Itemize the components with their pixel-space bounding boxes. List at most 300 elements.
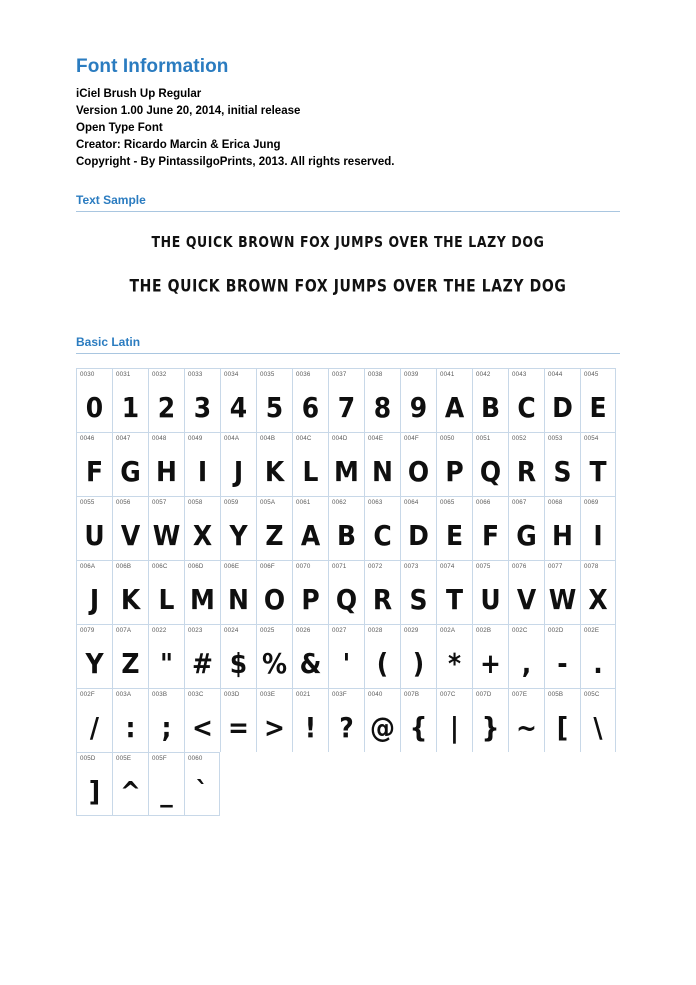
font-metadata: [76, 86, 620, 171]
glyph-cell[interactable]: [76, 432, 112, 496]
glyph-cell[interactable]: [472, 560, 508, 624]
glyph-code: 0040: [368, 691, 383, 698]
glyph-cell[interactable]: [148, 496, 184, 560]
glyph-code: 0070: [296, 563, 311, 570]
glyph-char: _: [160, 775, 173, 808]
glyph-char: L: [302, 455, 319, 488]
glyph-cell[interactable]: [544, 368, 580, 432]
glyph-cell[interactable]: [328, 432, 364, 496]
glyph-cell[interactable]: [580, 368, 616, 432]
glyph-cell[interactable]: [400, 432, 436, 496]
glyph-cell[interactable]: [508, 560, 544, 624]
font-type: Open Type Font: [76, 122, 163, 134]
glyph-char: 2: [157, 391, 176, 424]
glyph-cell[interactable]: [472, 496, 508, 560]
glyph-cell[interactable]: [580, 688, 616, 752]
glyph-char: Y: [229, 519, 248, 552]
glyph-char: Z: [265, 519, 284, 552]
glyph-code: 006E: [224, 563, 240, 570]
glyph-code: 0065: [440, 499, 455, 506]
glyph-cell[interactable]: [400, 368, 436, 432]
glyph-cell[interactable]: [112, 752, 148, 816]
glyph-char: ,: [521, 647, 532, 680]
glyph-char: K: [120, 583, 141, 616]
glyph-char: I: [593, 519, 603, 552]
glyph-code: 004C: [296, 435, 312, 442]
glyph-cell[interactable]: [256, 688, 292, 752]
glyph-code: 007D: [476, 691, 492, 698]
glyph-char: H: [156, 455, 177, 488]
glyph-cell[interactable]: [328, 688, 364, 752]
glyph-row: [76, 560, 616, 624]
glyph-char: ?: [339, 711, 354, 744]
glyph-code: 0029: [404, 627, 419, 634]
glyph-char: A: [300, 519, 321, 552]
glyph-code: 0072: [368, 563, 383, 570]
glyph-cell[interactable]: [292, 368, 328, 432]
glyph-char: N: [228, 583, 249, 616]
text-sample-line-1: THE QUICK BROWN FOX JUMPS OVER THE LAZY DOG: [151, 232, 545, 251]
glyph-cell[interactable]: [400, 688, 436, 752]
glyph-cell[interactable]: [220, 368, 256, 432]
glyph-cell[interactable]: [508, 432, 544, 496]
glyph-char: Q: [335, 583, 358, 616]
glyph-cell[interactable]: [364, 560, 400, 624]
glyph-code: 006B: [116, 563, 132, 570]
glyph-char: 3: [193, 391, 212, 424]
glyph-char: A: [444, 391, 465, 424]
glyph-cell[interactable]: [220, 688, 256, 752]
glyph-char: $: [229, 647, 248, 680]
glyph-row: [76, 368, 616, 432]
glyph-char: ~: [516, 711, 537, 744]
glyph-code: 003C: [188, 691, 204, 698]
page-title: Font Information: [76, 56, 229, 77]
glyph-cell[interactable]: [292, 624, 328, 688]
glyph-char: F: [481, 519, 500, 552]
glyph-char: 6: [301, 391, 320, 424]
glyph-code: 0060: [188, 755, 203, 762]
glyph-code: 0039: [404, 371, 419, 378]
glyph-char: #: [192, 647, 213, 680]
glyph-cell[interactable]: [328, 368, 364, 432]
glyph-char: B: [480, 391, 501, 424]
glyph-cell[interactable]: [184, 688, 220, 752]
glyph-row: [76, 752, 616, 816]
glyph-cell[interactable]: [364, 432, 400, 496]
glyph-grid: [76, 368, 616, 816]
glyph-char: O: [263, 583, 286, 616]
glyph-char: -: [557, 647, 568, 680]
glyph-cell[interactable]: [544, 624, 580, 688]
text-sample-block: [76, 212, 620, 313]
glyph-code: 0076: [512, 563, 527, 570]
glyph-code: 0046: [80, 435, 95, 442]
glyph-cell[interactable]: [148, 432, 184, 496]
glyph-char: V: [516, 583, 537, 616]
glyph-cell[interactable]: [544, 432, 580, 496]
glyph-char: W: [548, 583, 577, 616]
text-sample-title: Text Sample: [76, 193, 620, 212]
glyph-char: S: [553, 455, 572, 488]
glyph-code: 004F: [404, 435, 419, 442]
glyph-cell[interactable]: [364, 368, 400, 432]
glyph-cell[interactable]: [148, 368, 184, 432]
basic-latin-section: [76, 335, 620, 816]
glyph-code: 002B: [476, 627, 492, 634]
glyph-char: 4: [229, 391, 248, 424]
glyph-cell[interactable]: [472, 624, 508, 688]
glyph-code: 0038: [368, 371, 383, 378]
glyph-cell[interactable]: [184, 752, 220, 816]
glyph-code: 0044: [548, 371, 563, 378]
glyph-code: 002F: [80, 691, 95, 698]
glyph-char: U: [84, 519, 105, 552]
glyph-code: 005C: [584, 691, 600, 698]
glyph-code: 0042: [476, 371, 491, 378]
glyph-cell[interactable]: [508, 688, 544, 752]
glyph-code: 0023: [188, 627, 203, 634]
glyph-code: 007C: [440, 691, 456, 698]
font-copyright: Copyright - By PintassilgoPrints, 2013. All rights reserved.: [76, 156, 395, 168]
glyph-char: ): [412, 647, 425, 680]
glyph-char: ^: [120, 775, 141, 808]
glyph-code: 0073: [404, 563, 419, 570]
glyph-code: 003A: [116, 691, 132, 698]
glyph-code: 007B: [404, 691, 420, 698]
glyph-cell[interactable]: [472, 688, 508, 752]
glyph-char: ]: [88, 775, 101, 808]
glyph-char: `: [195, 775, 209, 808]
glyph-code: 0051: [476, 435, 491, 442]
glyph-cell[interactable]: [76, 688, 112, 752]
glyph-cell[interactable]: [436, 432, 472, 496]
glyph-cell[interactable]: [400, 560, 436, 624]
glyph-cell[interactable]: [292, 496, 328, 560]
glyph-code: 0022: [152, 627, 167, 634]
glyph-code: 002E: [584, 627, 600, 634]
glyph-code: 0057: [152, 499, 167, 506]
glyph-cell[interactable]: [220, 432, 256, 496]
glyph-char: E: [445, 519, 464, 552]
glyph-cell[interactable]: [400, 624, 436, 688]
glyph-cell[interactable]: [148, 560, 184, 624]
text-sample-line-2: THE QUICK BROWN FOX JUMPS OVER THE LAZY DOG: [129, 277, 567, 297]
glyph-code: 0033: [188, 371, 203, 378]
glyph-code: 0074: [440, 563, 455, 570]
glyph-char: C: [517, 391, 536, 424]
glyph-char: ;: [161, 711, 172, 744]
glyph-char: ': [342, 647, 351, 680]
glyph-char: !: [304, 711, 317, 744]
glyph-cell[interactable]: [292, 688, 328, 752]
glyph-char: B: [336, 519, 357, 552]
glyph-char: P: [301, 583, 320, 616]
glyph-char: /: [89, 711, 100, 744]
font-version: Version 1.00 June 20, 2014, initial release: [76, 105, 301, 117]
glyph-cell[interactable]: [256, 432, 292, 496]
glyph-code: 0053: [548, 435, 563, 442]
glyph-cell[interactable]: [256, 368, 292, 432]
glyph-cell[interactable]: [112, 688, 148, 752]
glyph-cell[interactable]: [544, 496, 580, 560]
glyph-char: L: [158, 583, 175, 616]
glyph-row: [76, 688, 616, 752]
glyph-code: 006D: [188, 563, 204, 570]
glyph-char: :: [125, 711, 136, 744]
glyph-cell[interactable]: [112, 432, 148, 496]
glyph-row: [76, 432, 616, 496]
glyph-char: *: [447, 647, 462, 680]
glyph-code: 0037: [332, 371, 347, 378]
glyph-char: .: [593, 647, 603, 680]
font-creator: Creator: Ricardo Marcin & Erica Jung: [76, 139, 281, 151]
glyph-char: %: [261, 647, 288, 680]
glyph-char: N: [372, 455, 393, 488]
glyph-code: 0047: [116, 435, 131, 442]
glyph-char: @: [370, 711, 395, 744]
glyph-char: |: [449, 711, 460, 744]
glyph-char: 5: [265, 391, 284, 424]
glyph-cell[interactable]: [580, 496, 616, 560]
glyph-char: W: [152, 519, 181, 552]
glyph-char: T: [589, 455, 607, 488]
glyph-cell[interactable]: [220, 496, 256, 560]
glyph-cell[interactable]: [580, 624, 616, 688]
glyph-char: F: [85, 455, 104, 488]
glyph-code: 005F: [152, 755, 167, 762]
glyph-code: 0036: [296, 371, 311, 378]
glyph-cell[interactable]: [220, 560, 256, 624]
glyph-code: 0048: [152, 435, 167, 442]
glyph-code: 0021: [296, 691, 311, 698]
glyph-char: +: [480, 647, 501, 680]
glyph-char: }: [481, 711, 500, 744]
glyph-char: Z: [121, 647, 140, 680]
glyph-char: >: [264, 711, 285, 744]
glyph-code: 0068: [548, 499, 563, 506]
glyph-char: M: [334, 455, 359, 488]
glyph-cell[interactable]: [364, 624, 400, 688]
glyph-code: 0054: [584, 435, 599, 442]
glyph-cell[interactable]: [184, 560, 220, 624]
glyph-row: [76, 496, 616, 560]
glyph-char: P: [445, 455, 464, 488]
glyph-char: X: [192, 519, 213, 552]
glyph-char: 8: [373, 391, 392, 424]
glyph-code: 0028: [368, 627, 383, 634]
glyph-code: 0027: [332, 627, 347, 634]
glyph-code: 007E: [512, 691, 528, 698]
glyph-cell[interactable]: [112, 368, 148, 432]
glyph-cell[interactable]: [292, 432, 328, 496]
glyph-code: 0031: [116, 371, 131, 378]
glyph-code: 004E: [368, 435, 384, 442]
glyph-cell[interactable]: [112, 496, 148, 560]
glyph-cell[interactable]: [364, 496, 400, 560]
glyph-cell[interactable]: [76, 496, 112, 560]
glyph-code: 0078: [584, 563, 599, 570]
glyph-char: Y: [85, 647, 104, 680]
glyph-code: 0052: [512, 435, 527, 442]
glyph-char: K: [264, 455, 285, 488]
glyph-code: 004A: [224, 435, 240, 442]
glyph-code: 0055: [80, 499, 95, 506]
glyph-code: 0062: [332, 499, 347, 506]
glyph-cell[interactable]: [508, 624, 544, 688]
glyph-code: 004B: [260, 435, 276, 442]
glyph-code: 003E: [260, 691, 276, 698]
glyph-code: 0034: [224, 371, 239, 378]
glyph-char: &: [299, 647, 322, 680]
glyph-cell[interactable]: [328, 496, 364, 560]
glyph-code: 003D: [224, 691, 240, 698]
glyph-code: 0066: [476, 499, 491, 506]
glyph-char: J: [89, 583, 100, 616]
glyph-char: X: [588, 583, 608, 616]
glyph-char: T: [445, 583, 464, 616]
glyph-code: 0058: [188, 499, 203, 506]
glyph-char: O: [407, 455, 430, 488]
glyph-char: 0: [85, 391, 104, 424]
glyph-char: G: [120, 455, 141, 488]
glyph-cell[interactable]: [112, 624, 148, 688]
glyph-cell[interactable]: [436, 560, 472, 624]
glyph-code: 0077: [548, 563, 563, 570]
basic-latin-title: Basic Latin: [76, 335, 620, 354]
font-name: iCiel Brush Up Regular: [76, 88, 202, 100]
glyph-code: 0063: [368, 499, 383, 506]
glyph-char: I: [197, 455, 208, 488]
glyph-cell[interactable]: [148, 624, 184, 688]
glyph-cell[interactable]: [436, 688, 472, 752]
glyph-char: U: [480, 583, 501, 616]
glyph-code: 0064: [404, 499, 419, 506]
glyph-code: 0025: [260, 627, 275, 634]
glyph-char: <: [192, 711, 213, 744]
glyph-cell[interactable]: [112, 560, 148, 624]
glyph-code: 005D: [80, 755, 96, 762]
glyph-code: 0079: [80, 627, 95, 634]
glyph-char: =: [228, 711, 249, 744]
glyph-char: D: [408, 519, 429, 552]
glyph-char: C: [373, 519, 392, 552]
glyph-cell[interactable]: [148, 752, 184, 816]
glyph-cell[interactable]: [76, 368, 112, 432]
glyph-cell[interactable]: [472, 368, 508, 432]
glyph-code: 0049: [188, 435, 203, 442]
page-content: [76, 56, 620, 816]
glyph-char: R: [372, 583, 393, 616]
glyph-cell[interactable]: [184, 432, 220, 496]
glyph-cell[interactable]: [256, 560, 292, 624]
glyph-char: [: [556, 711, 569, 744]
glyph-row: [76, 624, 616, 688]
glyph-cell[interactable]: [580, 560, 616, 624]
glyph-cell[interactable]: [436, 496, 472, 560]
glyph-cell[interactable]: [184, 368, 220, 432]
glyph-code: 005B: [548, 691, 564, 698]
glyph-char: (: [376, 647, 389, 680]
glyph-char: {: [409, 711, 428, 744]
glyph-char: H: [552, 519, 573, 552]
glyph-cell[interactable]: [436, 368, 472, 432]
glyph-char: ": [159, 647, 174, 680]
glyph-cell[interactable]: [76, 752, 112, 816]
glyph-code: 002A: [440, 627, 456, 634]
glyph-code: 005A: [260, 499, 276, 506]
glyph-cell[interactable]: [544, 688, 580, 752]
glyph-char: V: [120, 519, 141, 552]
glyph-code: 0032: [152, 371, 167, 378]
glyph-code: 003B: [152, 691, 168, 698]
glyph-cell[interactable]: [580, 432, 616, 496]
glyph-cell[interactable]: [184, 496, 220, 560]
glyph-code: 006F: [260, 563, 275, 570]
glyph-cell[interactable]: [184, 624, 220, 688]
glyph-cell[interactable]: [220, 624, 256, 688]
glyph-cell[interactable]: [292, 560, 328, 624]
glyph-code: 0050: [440, 435, 455, 442]
glyph-code: 0045: [584, 371, 599, 378]
glyph-code: 0059: [224, 499, 239, 506]
glyph-code: 005E: [116, 755, 132, 762]
glyph-code: 0056: [116, 499, 131, 506]
glyph-code: 002D: [548, 627, 564, 634]
glyph-cell[interactable]: [256, 624, 292, 688]
glyph-char: \: [593, 711, 603, 744]
glyph-char: G: [516, 519, 537, 552]
glyph-cell[interactable]: [328, 624, 364, 688]
glyph-code: 0030: [80, 371, 95, 378]
glyph-code: 0069: [584, 499, 599, 506]
glyph-code: 004D: [332, 435, 348, 442]
glyph-char: 9: [409, 391, 428, 424]
glyph-char: D: [552, 391, 573, 424]
glyph-cell[interactable]: [400, 496, 436, 560]
glyph-code: 0043: [512, 371, 527, 378]
glyph-char: Q: [479, 455, 502, 488]
glyph-code: 0067: [512, 499, 527, 506]
glyph-cell[interactable]: [544, 560, 580, 624]
glyph-char: E: [589, 391, 607, 424]
glyph-char: S: [409, 583, 428, 616]
glyph-code: 003F: [332, 691, 347, 698]
glyph-char: 7: [337, 391, 356, 424]
glyph-cell[interactable]: [328, 560, 364, 624]
glyph-code: 0075: [476, 563, 491, 570]
glyph-cell[interactable]: [76, 560, 112, 624]
glyph-char: J: [233, 455, 244, 488]
glyph-code: 0035: [260, 371, 275, 378]
glyph-char: 1: [121, 391, 140, 424]
glyph-cell[interactable]: [508, 496, 544, 560]
glyph-cell[interactable]: [436, 624, 472, 688]
glyph-cell[interactable]: [508, 368, 544, 432]
glyph-cell[interactable]: [148, 688, 184, 752]
glyph-char: R: [516, 455, 537, 488]
glyph-cell[interactable]: [364, 688, 400, 752]
glyph-code: 0061: [296, 499, 311, 506]
glyph-code: 006C: [152, 563, 168, 570]
glyph-char: M: [190, 583, 215, 616]
glyph-code: 002C: [512, 627, 528, 634]
glyph-cell[interactable]: [472, 432, 508, 496]
glyph-code: 006A: [80, 563, 96, 570]
glyph-cell[interactable]: [76, 624, 112, 688]
glyph-code: 007A: [116, 627, 132, 634]
glyph-cell[interactable]: [256, 496, 292, 560]
